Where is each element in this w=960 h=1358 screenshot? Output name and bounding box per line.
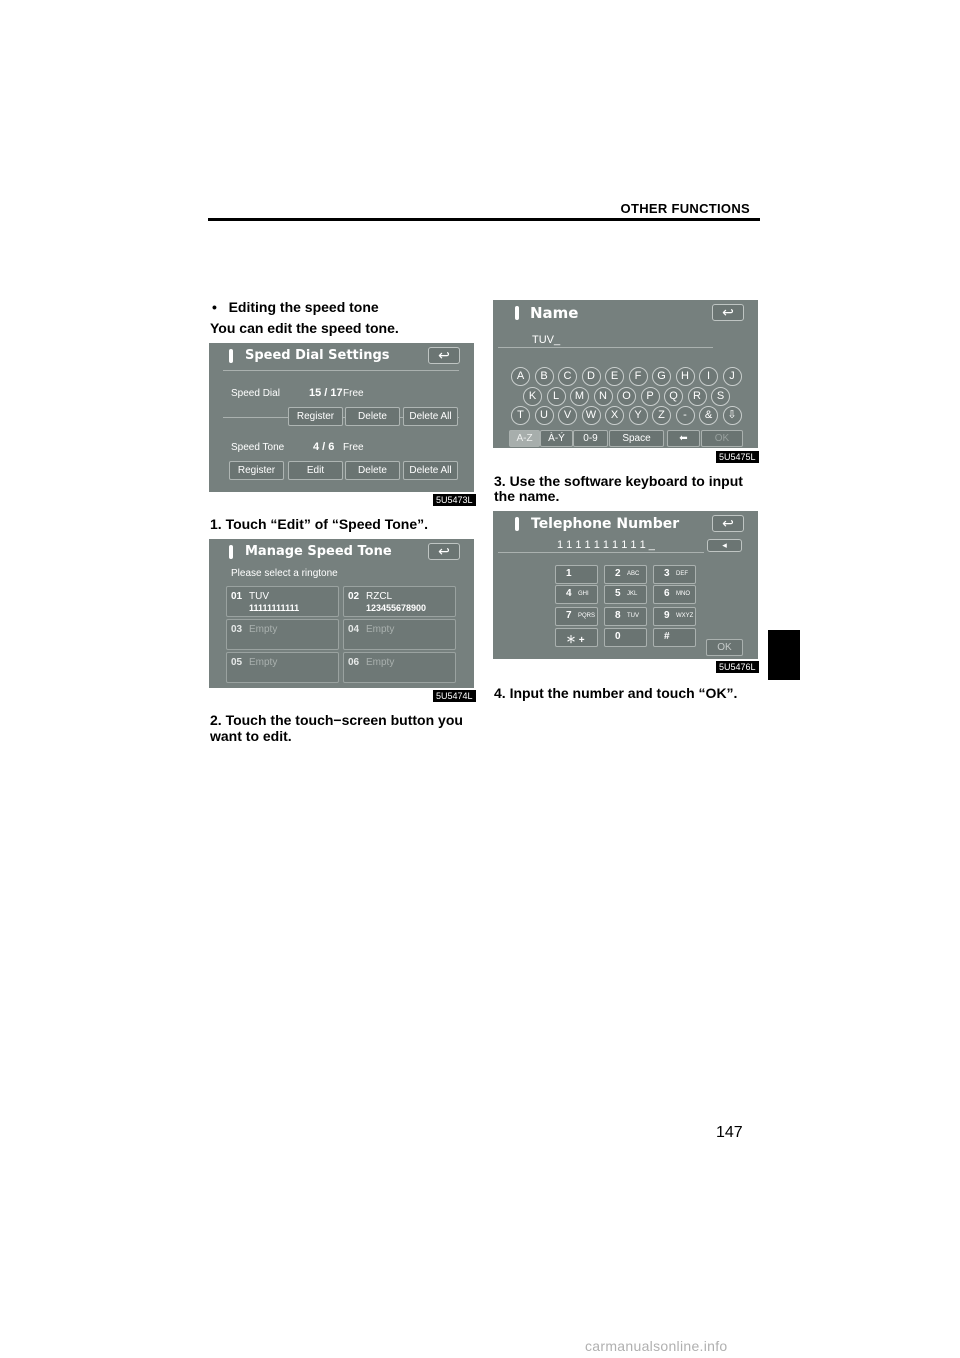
numpad-key-4[interactable]: [555, 585, 598, 604]
numpad-key-6[interactable]: [653, 585, 696, 604]
key-digit: 2: [615, 568, 621, 579]
step-4: 4. Input the number and touch “OK”.: [494, 685, 738, 701]
key-y[interactable]: Y: [629, 406, 648, 425]
key-p[interactable]: P: [641, 387, 660, 406]
numpad-key-8[interactable]: [604, 607, 647, 626]
speed-tone-edit-button[interactable]: Edit: [288, 461, 343, 480]
back-button[interactable]: ↩: [428, 347, 460, 364]
mode-a-z-button[interactable]: A-Z: [509, 430, 540, 447]
step-2-line-2: want to edit.: [210, 728, 292, 744]
key-9[interactable]: &: [699, 406, 718, 425]
backspace-button[interactable]: ⬅: [667, 430, 700, 447]
step-3-line-2: the name.: [494, 488, 560, 504]
speed-tone-label: Speed Tone: [231, 442, 285, 453]
key-10[interactable]: ⇩: [723, 406, 742, 425]
slot-name: RZCL: [366, 591, 393, 602]
numpad-key-2[interactable]: [604, 565, 647, 584]
key-letters: PQRS: [578, 613, 596, 619]
tone-slot-03[interactable]: [226, 619, 339, 650]
numpad-key-5[interactable]: [604, 585, 647, 604]
key-w[interactable]: W: [582, 406, 601, 425]
speed-tone-count: 4 / 6: [313, 441, 335, 453]
chapter-tab: [768, 630, 800, 680]
key-u[interactable]: U: [535, 406, 554, 425]
key-i[interactable]: I: [699, 367, 718, 386]
slot-name: Empty: [249, 624, 278, 635]
mode-0-9-button[interactable]: 0-9: [573, 430, 608, 447]
key-digit: 7: [566, 610, 572, 621]
key-digit: ＊ +: [566, 635, 585, 646]
title-divider: [223, 370, 459, 371]
key-letters: GHI: [578, 591, 589, 597]
screen-title: Telephone Number: [531, 516, 680, 532]
key-digit: 3: [664, 568, 670, 579]
screen-title: Manage Speed Tone: [245, 544, 392, 559]
input-underline: [498, 552, 704, 553]
key-j[interactable]: J: [723, 367, 742, 386]
key-digit: 8: [615, 610, 621, 621]
numpad-key-12[interactable]: [653, 628, 696, 647]
speed-tone-delete-all-button[interactable]: Delete All: [403, 461, 458, 480]
manage-speed-tone-screen: [209, 539, 474, 688]
key-b[interactable]: B: [535, 367, 554, 386]
key-letters: DEF: [676, 571, 688, 577]
tone-slot-04[interactable]: [343, 619, 456, 650]
slot-name: Empty: [249, 657, 278, 668]
name-input-field[interactable]: TUV_: [532, 334, 561, 346]
intro-text: You can edit the speed tone.: [210, 320, 399, 336]
key-a[interactable]: A: [511, 367, 530, 386]
section-header: OTHER FUNCTIONS: [620, 201, 750, 216]
tone-slot-05[interactable]: [226, 652, 339, 683]
section-heading: Editing the speed tone: [228, 299, 379, 315]
speed-dial-register-button[interactable]: Register: [288, 407, 343, 426]
figure-code: 5U5476L: [716, 661, 759, 673]
key-letters: JKL: [627, 591, 638, 597]
slot-number: 03: [231, 624, 243, 635]
speed-tone-delete-button[interactable]: Delete: [345, 461, 400, 480]
slot-number: 05: [231, 657, 243, 668]
key-m[interactable]: M: [570, 387, 589, 406]
slot-number: 04: [348, 624, 360, 635]
space-button[interactable]: Space: [609, 430, 664, 447]
tone-slot-01[interactable]: [226, 586, 339, 617]
figure-code: 5U5475L: [716, 451, 759, 463]
speed-dial-count: 15 / 17: [309, 387, 343, 399]
numpad-key-9[interactable]: [653, 607, 696, 626]
mode-accented-button[interactable]: À-Ý: [540, 430, 573, 447]
step-2-line-1: 2. Touch the touch−screen button you: [210, 712, 463, 728]
key-digit: 9: [664, 610, 670, 621]
input-underline: [498, 347, 713, 348]
key-r[interactable]: R: [688, 387, 707, 406]
watermark: carmanualsonline.info: [585, 1338, 728, 1354]
key-digit: 1: [566, 568, 572, 579]
key-d[interactable]: D: [582, 367, 601, 386]
key-o[interactable]: O: [617, 387, 636, 406]
key-c[interactable]: C: [558, 367, 577, 386]
speed-dial-settings-screen: [209, 343, 474, 492]
slot-name: Empty: [366, 657, 395, 668]
key-8[interactable]: -: [676, 406, 695, 425]
key-letters: MNO: [676, 591, 690, 597]
speed-dial-delete-button[interactable]: Delete: [345, 407, 400, 426]
speed-tone-free: Free: [343, 442, 364, 453]
numpad-key-10[interactable]: [555, 628, 598, 647]
tone-slot-02[interactable]: [343, 586, 456, 617]
key-x[interactable]: X: [605, 406, 624, 425]
key-s[interactable]: S: [711, 387, 730, 406]
screen-title: Speed Dial Settings: [245, 348, 390, 363]
figure-code: 5U5474L: [433, 690, 476, 702]
key-t[interactable]: T: [511, 406, 530, 425]
key-v[interactable]: V: [558, 406, 577, 425]
tone-slot-06[interactable]: [343, 652, 456, 683]
name-input-screen: [493, 300, 758, 448]
bullet-mark: •: [212, 299, 217, 315]
key-f[interactable]: F: [629, 367, 648, 386]
delete-char-button[interactable]: ◂: [707, 539, 742, 552]
speed-dial-delete-all-button[interactable]: Delete All: [403, 407, 458, 426]
back-button[interactable]: ↩: [712, 515, 744, 532]
slot-name: TUV: [249, 591, 269, 602]
key-l[interactable]: L: [547, 387, 566, 406]
phone-icon: [515, 517, 519, 531]
key-letters: ABC: [627, 571, 640, 577]
numpad-key-1[interactable]: [555, 565, 598, 584]
key-z[interactable]: Z: [652, 406, 671, 425]
speed-tone-register-button[interactable]: Register: [229, 461, 284, 480]
speed-dial-free: Free: [343, 388, 364, 399]
bullet-heading: [212, 299, 379, 315]
numpad-key-11[interactable]: [604, 628, 647, 647]
slot-name: Empty: [366, 624, 395, 635]
phone-icon: [229, 349, 233, 363]
speed-dial-label: Speed Dial: [231, 388, 280, 399]
figure-code: 5U5473L: [433, 494, 476, 506]
header-rule: [208, 218, 760, 221]
numpad-key-3[interactable]: [653, 565, 696, 584]
key-h[interactable]: H: [676, 367, 695, 386]
key-digit: 0: [615, 631, 621, 642]
ok-button[interactable]: OK: [706, 639, 743, 656]
key-digit: 4: [566, 588, 572, 599]
ok-button[interactable]: OK: [701, 430, 743, 447]
phone-input-field[interactable]: 1 1 1 1 1 1 1 1 1 1 _: [557, 539, 655, 551]
page-number: 147: [716, 1124, 743, 1141]
phone-icon: [515, 306, 519, 320]
slot-number: 06: [348, 657, 360, 668]
phone-icon: [229, 545, 233, 559]
back-button[interactable]: ↩: [428, 543, 460, 560]
key-digit: 5: [615, 588, 621, 599]
telephone-number-screen: [493, 511, 758, 659]
back-button[interactable]: ↩: [712, 304, 744, 321]
key-n[interactable]: N: [594, 387, 613, 406]
key-letters: WXYZ: [676, 613, 694, 619]
slot-number: 02: [348, 591, 360, 602]
key-digit: 6: [664, 588, 670, 599]
ringtone-prompt: Please select a ringtone: [231, 568, 338, 579]
slot-phone: 123455678900: [366, 603, 427, 613]
key-g[interactable]: G: [652, 367, 671, 386]
slot-number: 01: [231, 591, 243, 602]
step-3-line-1: 3. Use the software keyboard to input: [494, 473, 743, 489]
screen-title: Name: [530, 304, 579, 322]
key-digit: #: [664, 631, 670, 642]
key-q[interactable]: Q: [664, 387, 683, 406]
key-k[interactable]: K: [523, 387, 542, 406]
numpad-key-7[interactable]: [555, 607, 598, 626]
step-1: 1. Touch “Edit” of “Speed Tone”.: [210, 516, 429, 532]
slot-phone: 11111111111: [249, 603, 300, 613]
key-letters: TUV: [627, 613, 639, 619]
key-e[interactable]: E: [605, 367, 624, 386]
